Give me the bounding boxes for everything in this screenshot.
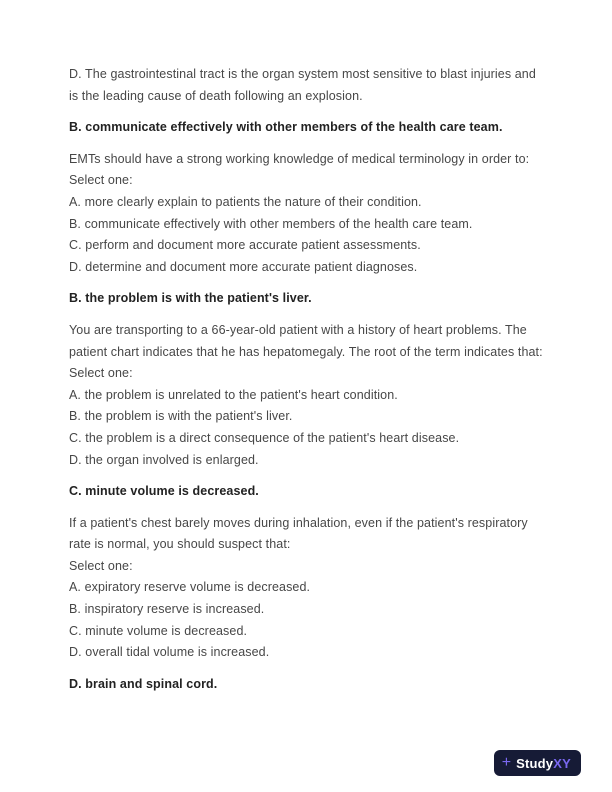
question-2-prompt: You are transporting to a 66-year-old patient with a history of heart problems. The patient chart indicates that he has hepatomegaly. The root of the term indicates that: <box>69 322 543 359</box>
question-1-option-d: D. determine and document more accurate patient diagnoses. <box>69 259 418 274</box>
question-2-option-c: C. the problem is a direct consequence of the patient's heart disease. <box>69 430 460 445</box>
answer-heading-3: C. minute volume is decreased. <box>69 484 259 499</box>
studyxy-wordmark <box>516 756 571 771</box>
question-block-3 <box>69 513 543 664</box>
question-1-prompt: EMTs should have a strong working knowledge of medical terminology in order to: <box>69 151 530 166</box>
question-block-1 <box>69 149 543 279</box>
question-1-select-label: Select one: <box>69 173 133 188</box>
answer-heading-2: B. the problem is with the patient's liver. <box>69 291 312 306</box>
wordmark-study: Study <box>516 755 554 771</box>
answer-heading-4: D. brain and spinal cord. <box>69 676 218 691</box>
answer-heading-1: B. communicate effectively with other members of the health care team. <box>69 120 503 135</box>
question-2-option-b: B. the problem is with the patient's liver. <box>69 409 293 424</box>
question-3-option-b: B. inspiratory reserve is increased. <box>69 602 265 617</box>
wordmark-xy: XY <box>553 755 571 771</box>
studyxy-badge <box>494 750 581 776</box>
question-1-option-b: B. communicate effectively with other members of the health care team. <box>69 216 473 231</box>
question-1-option-c: C. perform and document more accurate patient assessments. <box>69 238 421 253</box>
question-3-prompt: If a patient's chest barely moves during inhalation, even if the patient's respiratory rate is normal, you should suspect that: <box>69 515 528 552</box>
page-content <box>69 64 543 705</box>
question-2-option-d: D. the organ involved is enlarged. <box>69 452 259 467</box>
question-2-option-a: A. the problem is unrelated to the patient's heart condition. <box>69 387 398 402</box>
question-3-select-label: Select one: <box>69 558 133 573</box>
plus-icon: + <box>501 753 512 771</box>
question-2-select-label: Select one: <box>69 366 133 381</box>
question-1-option-a: A. more clearly explain to patients the nature of their condition. <box>69 194 422 209</box>
question-3-option-d: D. overall tidal volume is increased. <box>69 645 270 660</box>
question-3-option-a: A. expiratory reserve volume is decreased. <box>69 580 311 595</box>
question-block-2 <box>69 320 543 471</box>
carryover-option-text: D. The gastrointestinal tract is the organ system most sensitive to blast injuries and is the leading cause of death following an explosion. <box>69 67 536 103</box>
question-3-option-c: C. minute volume is decreased. <box>69 623 248 638</box>
